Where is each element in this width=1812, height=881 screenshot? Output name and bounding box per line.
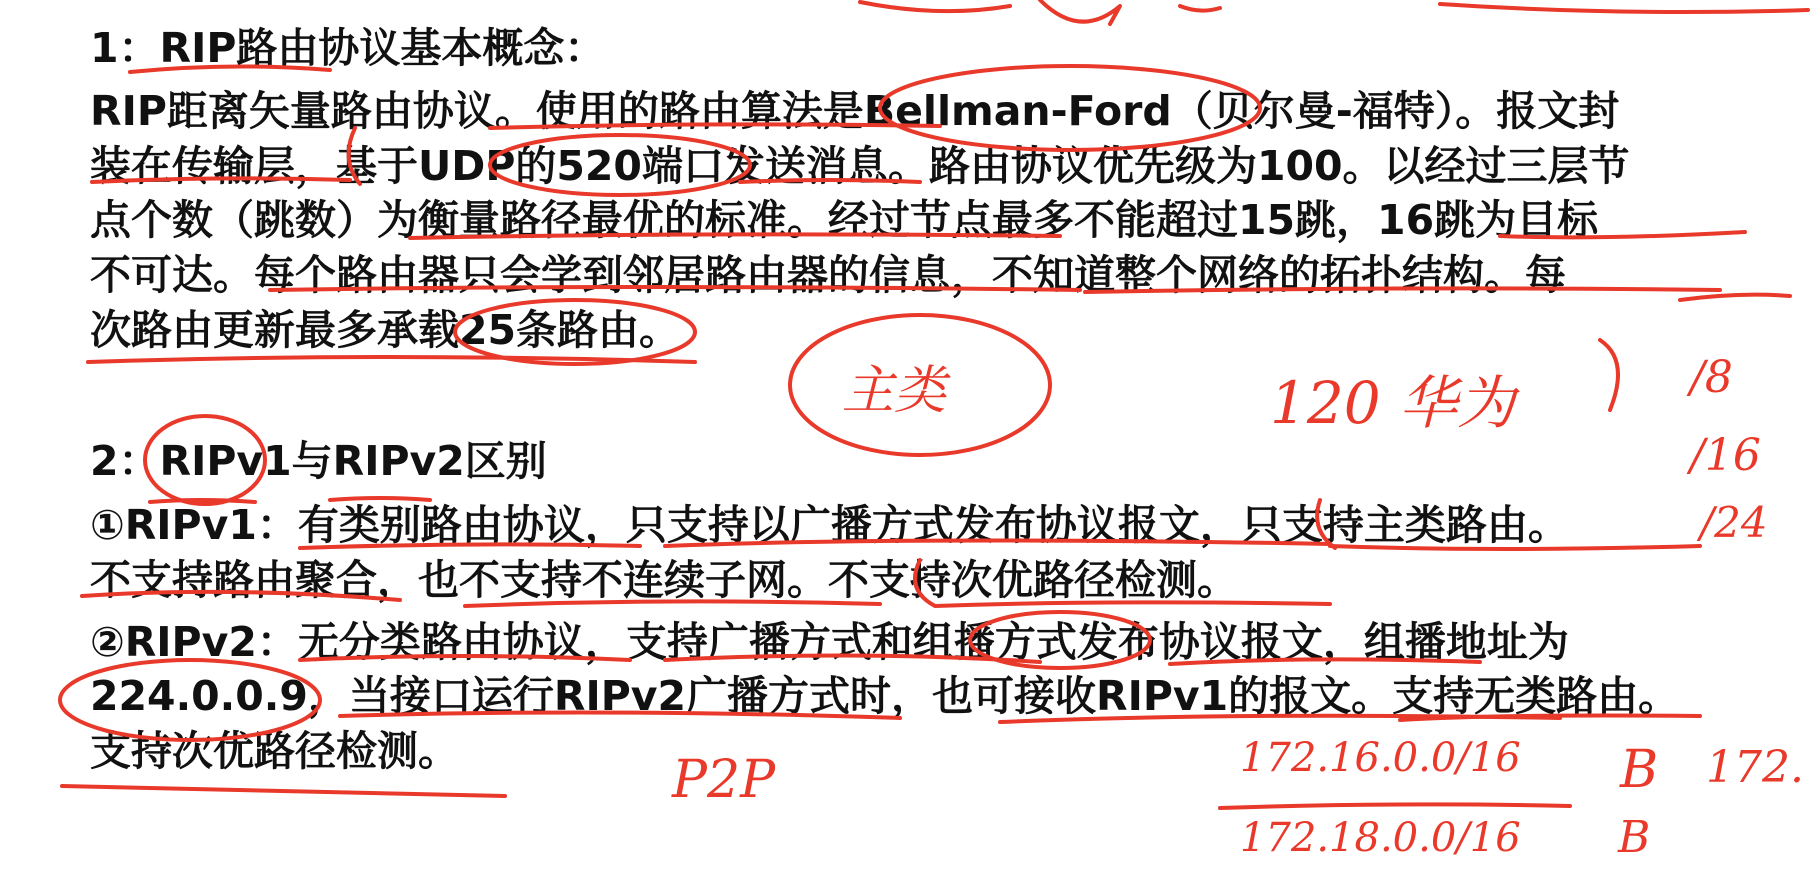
handwritten-mask-16: /16	[1690, 430, 1761, 481]
section2-line: 不支持路由聚合，也不支持不连续子网。不支持次优路径检测。	[90, 556, 1238, 604]
section1-line: 次路由更新最多承载25条路由。	[90, 306, 681, 354]
pen-stroke	[1600, 340, 1618, 410]
pen-stroke	[62, 786, 505, 796]
handwritten-mask-8: /8	[1690, 352, 1733, 403]
section2-line: ①RIPv1：有类别路由协议，只支持以广播方式发布协议报文，只支持主类路由。	[90, 501, 1569, 549]
handwritten-main-class: 主类	[842, 361, 947, 421]
handwritten-huawei: 120 华为	[1270, 369, 1516, 437]
pen-stroke	[1440, 4, 1808, 12]
section1-line: RIP距离矢量路由协议。使用的路由算法是Bellman-Ford（贝尔曼-福特）。报文封	[90, 87, 1620, 135]
pen-stroke	[1180, 6, 1220, 11]
pen-stroke	[1040, 0, 1120, 24]
handwritten-class-b: B	[1618, 812, 1651, 863]
pen-stroke	[1220, 804, 1570, 808]
handwritten-cutoff: 172.	[1706, 742, 1804, 793]
handwritten-mask-24: /24	[1700, 498, 1768, 547]
handwritten-p2p: P2P	[672, 750, 776, 810]
handwritten-route-2: 172.18.0.0/16	[1240, 815, 1521, 861]
handwritten-route-1: 172.16.0.0/16	[1240, 735, 1521, 781]
section2-line: ②RIPv2：无分类路由协议，支持广播方式和组播方式发布协议报文，组播地址为	[90, 618, 1569, 666]
pen-stroke	[860, 2, 1010, 11]
section1-line: 不可达。每个路由器只会学到邻居路由器的信息，不知道整个网络的拓扑结构。每	[90, 251, 1566, 299]
section1-heading: 1：RIP路由协议基本概念：	[90, 24, 606, 72]
section1-line: 点个数（跳数）为衡量路径最优的标准。经过节点最多不能超过15跳，16跳为目标	[90, 196, 1599, 244]
section2-heading: 2：RIPv1与RIPv2区别	[90, 437, 547, 485]
section1-line: 装在传输层，基于UDP的520端口发送消息。路由协议优先级为100。以经过三层节	[90, 142, 1630, 190]
pen-stroke	[1680, 295, 1790, 300]
handwritten-class-b: B	[1620, 740, 1659, 800]
section2-line: 224.0.0.9，当接口运行RIPv2广播方式时，也可接收RIPv1的报文。支持无类路由。	[90, 672, 1680, 720]
section2-line: 支持次优路径检测。	[90, 727, 459, 775]
